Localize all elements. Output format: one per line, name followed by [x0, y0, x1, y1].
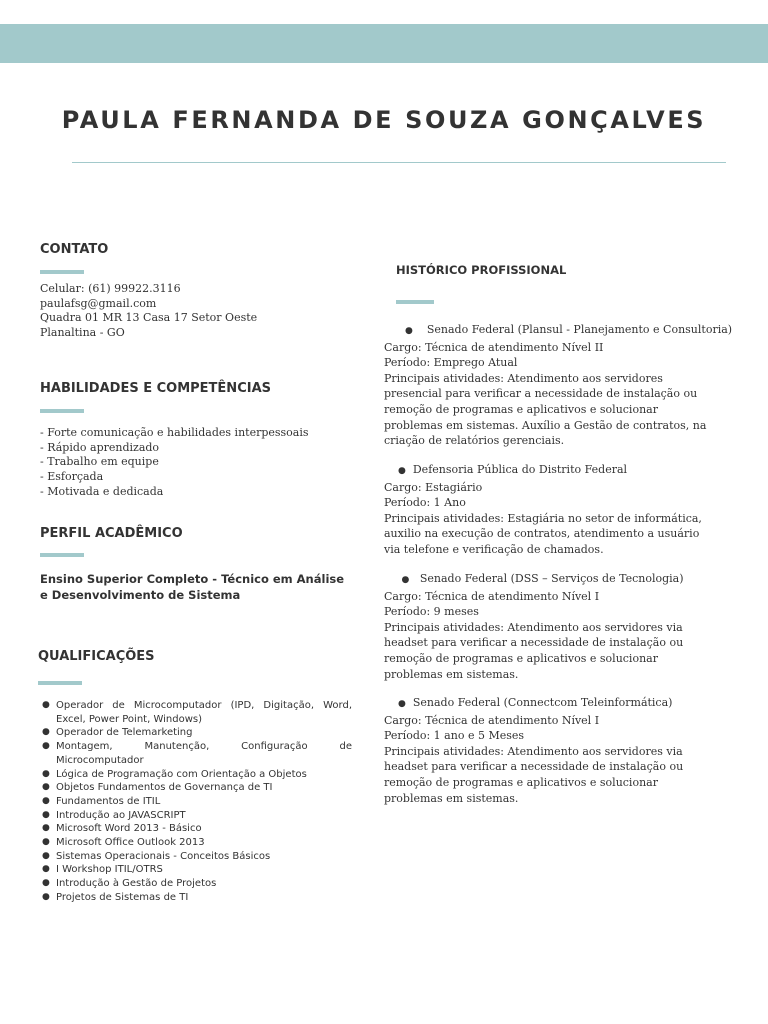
bullet-icon: ● [42, 700, 50, 710]
job-title: ● Senado Federal (DSS – Serviços de Tecnologia) [401, 572, 684, 585]
bullet-icon: ● [398, 466, 406, 476]
contato-email: paulafsg@gmail.com [40, 296, 157, 310]
job-line: Cargo: Estagiário [384, 480, 483, 494]
bullet-icon: ● [42, 864, 50, 875]
perfil-degree [40, 571, 350, 603]
job-line: Principais atividades: Estagiária no setor de informática, [384, 511, 702, 525]
job-line: criação de relatórios gerenciais. [384, 434, 565, 448]
bullet-icon: ● [42, 809, 50, 820]
list-item: ● Fundamentos de ITIL [42, 795, 161, 807]
job-line: presencial para verificar a necessidade de instalação ou [384, 387, 698, 401]
job-entry [384, 322, 744, 449]
list-item: ● Operador de Microcomputador (IPD, Digitação, Word, Excel, Power Point, Windows) [42, 700, 352, 725]
bullet-icon: ● [42, 727, 50, 738]
contato-heading: CONTATO [40, 242, 109, 257]
perfil-degree-line: Ensino Superior Completo - Técnico em Análise [40, 572, 345, 586]
bullet-icon: ● [42, 768, 50, 779]
job-entry [384, 695, 744, 806]
job-line: Período: 9 meses [384, 605, 479, 619]
list-item: - Rápido aprendizado [40, 440, 160, 454]
list-item: ● Montagem, Manutenção, Configuração de Microcomputador [42, 741, 352, 766]
bullet-icon: ● [401, 575, 410, 585]
job-line: problemas em sistemas. Auxílio a Gestão de contratos, na [384, 418, 707, 432]
list-item: ● Projetos de Sistemas de TI [42, 891, 189, 903]
perfil-heading: PERFIL ACADÊMICO [40, 526, 183, 541]
contato-city: Planaltina - GO [40, 326, 125, 340]
qualificacoes-list [40, 699, 352, 905]
bullet-icon: ● [42, 795, 50, 806]
bullet-icon: ● [404, 326, 413, 336]
job-line: via telefone e verificação de chamados. [384, 542, 604, 556]
job-line: Período: 1 Ano [384, 496, 466, 510]
qualificacoes-accent-bar [38, 681, 82, 685]
bullet-icon: ● [42, 878, 50, 889]
contato-address: Quadra 01 MR 13 Casa 17 Setor Oeste [40, 311, 258, 325]
name-divider [72, 162, 726, 163]
contato-details [40, 282, 257, 341]
habilidades-accent-bar [40, 409, 84, 413]
job-line: Período: Emprego Atual [384, 356, 518, 370]
job-line: Principais atividades: Atendimento aos servidores via [384, 744, 683, 758]
job-line: problemas em sistemas. [384, 667, 519, 681]
job-line: Principais atividades: Atendimento aos servidores via [384, 620, 683, 634]
job-line: headset para verificar a necessidade de instalação ou [384, 760, 684, 774]
bullet-icon: ● [42, 741, 50, 752]
job-line: Cargo: Técnica de atendimento Nível I [384, 589, 600, 603]
job-entry [384, 571, 744, 682]
job-line: Principais atividades: Atendimento aos servidores [384, 371, 663, 385]
list-item: ● Microsoft Office Outlook 2013 [42, 837, 205, 849]
list-item: - Motivada e dedicada [40, 484, 164, 498]
list-item: - Esforçada [40, 470, 104, 484]
bullet-icon: ● [42, 782, 50, 793]
job-title: ● Senado Federal (Plansul - Planejamento e Consultoria) [404, 323, 733, 336]
list-item: ● Introdução à Gestão de Projetos [42, 878, 217, 890]
list-item: ● Introdução ao JAVASCRIPT [42, 809, 186, 821]
job-line: auxilio na execução de contratos, atendimento a usuário [384, 527, 700, 541]
habilidades-list [40, 426, 309, 500]
contato-phone: Celular: (61) 99922.3116 [40, 282, 181, 295]
perfil-accent-bar [40, 553, 84, 557]
list-item: ● Microsoft Word 2013 - Básico [42, 823, 202, 835]
habilidades-heading: HABILIDADES E COMPETÊNCIAS [40, 381, 271, 396]
historico-accent-bar [396, 300, 434, 304]
bullet-icon: ● [398, 699, 406, 709]
perfil-degree-line: e Desenvolvimento de Sistema [40, 588, 241, 602]
job-line: remoção de programas e aplicativos e solucionar [384, 775, 658, 789]
job-title: ● Senado Federal (Connectcom Teleinformática) [398, 696, 673, 709]
list-item: ● Sistemas Operacionais - Conceitos Básicos [42, 850, 271, 862]
job-line: problemas em sistemas. [384, 791, 519, 805]
list-item: - Trabalho em equipe [40, 455, 159, 469]
candidate-name: PAULA FERNANDA DE SOUZA GONÇALVES [61, 106, 707, 134]
list-item: ● Lógica de Programação com Orientação a Objetos [42, 768, 307, 780]
job-line: remoção de programas e aplicativos e solucionar [384, 402, 658, 416]
top-color-band [0, 24, 768, 63]
job-title: ● Defensoria Pública do Distrito Federal [398, 463, 628, 476]
contato-accent-bar [40, 270, 84, 274]
job-entry [384, 462, 744, 558]
list-item: ● Objetos Fundamentos de Governança de TI [42, 782, 273, 794]
bullet-icon: ● [42, 837, 50, 848]
bullet-icon: ● [42, 850, 50, 861]
bullet-icon: ● [42, 891, 50, 902]
job-line: Cargo: Técnica de atendimento Nível II [384, 340, 604, 354]
list-item: ● I Workshop ITIL/OTRS [42, 864, 163, 876]
job-line: Cargo: Técnica de atendimento Nível I [384, 713, 600, 727]
list-item: - Forte comunicação e habilidades interpessoais [40, 426, 309, 439]
list-item: ● Operador de Telemarketing [42, 727, 193, 739]
job-line: Período: 1 ano e 5 Meses [384, 729, 525, 743]
qualificacoes-heading: QUALIFICAÇÕES [38, 649, 155, 664]
historico-heading: HISTÓRICO PROFISSIONAL [396, 263, 567, 277]
job-line: remoção de programas e aplicativos e solucionar [384, 651, 658, 665]
job-line: headset para verificar a necessidade de instalação ou [384, 636, 684, 650]
bullet-icon: ● [42, 823, 50, 834]
